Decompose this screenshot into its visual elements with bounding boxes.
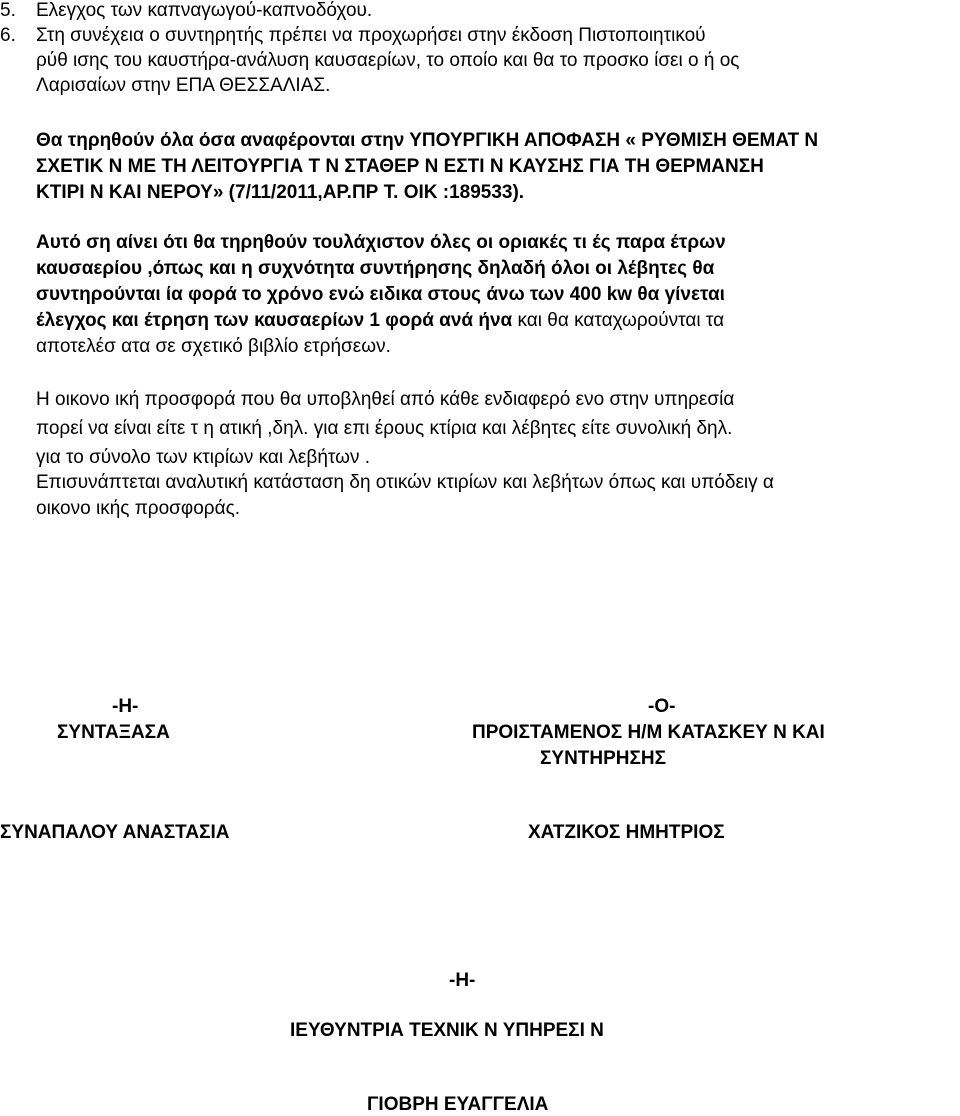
signature-left-name: ΣΥΝΑΠΑΛΟΥ ΑΝΑΣΤΑΣΙΑ [0, 822, 230, 843]
signature-bottom-name: ΓΙΟΒΡΗ ΕΥΑΓΓΕΛΙΑ [367, 1094, 549, 1115]
meaning-line-4-normal: και θα καταχωρούνται τα [512, 310, 725, 331]
offer-line-2: πορεί να είναι είτε τ η ατική ,δηλ. για επι έρους κτίρια και λέβητες είτε συνολική δηλ. [36, 418, 733, 439]
meaning-line-4-bold: έλεγχος και έτρηση των καυσαερίων 1 φορά ανά ήνα [36, 310, 513, 331]
meaning-line-4 [36, 310, 724, 332]
list-item-6-number: 6. [0, 25, 16, 46]
meaning-line-3: συντηρούνται ία φορά το χρόνο ενώ ειδικα στους άνω των 400 kw θα γίνεται [36, 284, 725, 305]
decision-line-1: Θα τηρηθούν όλα όσα αναφέρονται στην ΥΠΟΥΡΓΙΚΗ ΑΠΟΦΑΣΗ « ΡΥΘΜΙΣΗ ΘΕΜΑΤ Ν [36, 130, 819, 151]
offer-line-1: Η οικονο ική προσφορά που θα υποβληθεί από κάθε ενδιαφερό ενο στην υπηρεσία [36, 389, 735, 410]
decision-line-2: ΣΧΕΤΙΚ Ν ΜΕ ΤΗ ΛΕΙΤΟΥΡΓΙΑ Τ Ν ΣΤΑΘΕΡ Ν ΕΣΤΙ Ν ΚΑΥΣΗΣ ΓΙΑ ΤΗ ΘΕΡΜΑΝΣΗ [36, 156, 764, 177]
offer-line-4: Επισυνάπτεται αναλυτική κατάσταση δη οτικών κτιρίων και λεβήτων όπως και υπόδειγ α [36, 472, 774, 493]
meaning-line-5: αποτελέσ ατα σε σχετικό βιβλίο ετρήσεων. [36, 336, 391, 357]
signature-bottom-mark: -Η- [449, 970, 476, 991]
signature-left-mark: -Η- [112, 696, 139, 717]
list-item-5-text: Ελεγχος των καπναγωγού-καπνοδόχου. [36, 0, 373, 21]
signature-right-role-line-2: ΣΥΝΤΗΡΗΣΗΣ [540, 748, 667, 769]
meaning-line-1: Αυτό ση αίνει ότι θα τηρηθούν τουλάχιστον όλες οι οριακές τι ές παρα έτρων [36, 232, 726, 253]
list-item-5-number: 5. [0, 0, 16, 21]
signature-right-role-line-1: ΠΡΟΙΣΤΑΜΕΝΟΣ Η/Μ ΚΑΤΑΣΚΕΥ Ν ΚΑΙ [472, 722, 825, 743]
signature-left-role: ΣΥΝΤΑΞΑΣΑ [57, 722, 170, 743]
list-item-6-line-3: Λαρισαίων στην ΕΠΑ ΘΕΣΣΑΛΙΑΣ. [36, 75, 331, 96]
offer-line-3: για το σύνολο των κτιρίων και λεβήτων . [36, 447, 371, 468]
signature-right-name: ΧΑΤΖΙΚΟΣ ΗΜΗΤΡΙΟΣ [528, 822, 725, 843]
list-item-6-line-1: Στη συνέχεια ο συντηρητής πρέπει να προχωρήσει στην έκδοση Πιστοποιητικού [36, 25, 706, 46]
list-item-6-line-2: ρύθ ισης του καυστήρα-ανάλυση καυσαερίων, το οποίο και θα το προσκο ίσει ο ή ος [36, 50, 740, 71]
meaning-line-2: καυσαερίου ,όπως και η συχνότητα συντήρησης δηλαδή όλοι οι λέβητες θα [36, 258, 715, 279]
decision-line-3: ΚΤΙΡΙ Ν ΚΑΙ ΝΕΡΟΥ» (7/11/2011,ΑΡ.ΠΡ Τ. ΟΙΚ :189533). [36, 182, 525, 203]
offer-line-5: οικονο ικής προσφοράς. [36, 498, 241, 519]
signature-bottom-role: ΙΕΥΘΥΝΤΡΙΑ ΤΕΧΝΙΚ Ν ΥΠΗΡΕΣΙ Ν [290, 1020, 604, 1041]
signature-right-mark: -Ο- [648, 696, 676, 717]
